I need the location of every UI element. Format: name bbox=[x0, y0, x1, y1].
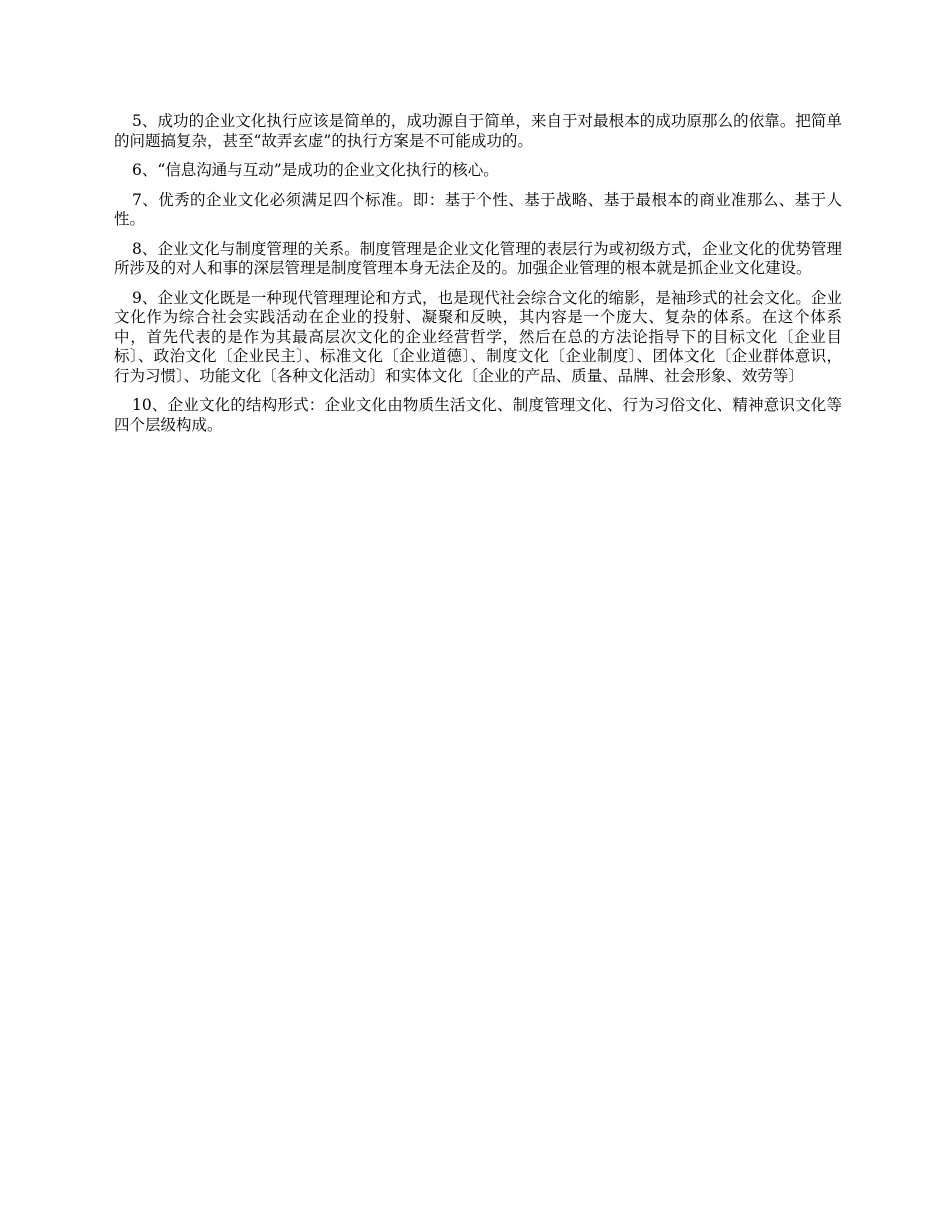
document-body bbox=[114, 112, 842, 445]
paragraph-10: 10、企业文化的结构形式：企业文化由物质生活文化、制度管理文化、行为习俗文化、精神意识文化等四个层级构成。 bbox=[114, 396, 842, 434]
paragraph-6: 6、“信息沟通与互动”是成功的企业文化执行的核心。 bbox=[132, 161, 499, 179]
paragraph-9: 9、企业文化既是一种现代管理理论和方式，也是现代社会综合文化的缩影，是袖珍式的社会文化。企业文化作为综合社会实践活动在企业的投射、凝聚和反映，其内容是一个庞大、复杂的体系。在这个体系中，首先代表的是作为其最高层次文化的企业经营哲学，然后在总的方法论指导下的目标文化〔企业目标〕、政治文化〔企业民主〕、标准文化〔企业道德〕、制度文化〔企业制度〕、团体文化〔企业群体意识，行为习惯〕、功能文化〔各种文化活动〕和实体文化〔企业的产品、质量、品牌、社会形象、效劳等〕 bbox=[114, 288, 842, 385]
paragraph-7: 7、优秀的企业文化必须满足四个标准。即：基于个性、基于战略、基于最根本的商业准那么、基于人性。 bbox=[114, 190, 842, 228]
paragraph-5: 5、成功的企业文化执行应该是简单的，成功源自于简单，来自于对最根本的成功原那么的依靠。把简单的问题搞复杂，甚至“故弄玄虚”的执行方案是不可能成功的。 bbox=[114, 112, 842, 150]
paragraph-8: 8、企业文化与制度管理的关系。制度管理是企业文化管理的表层行为或初级方式，企业文化的优势管理所涉及的对人和事的深层管理是制度管理本身无法企及的。加强企业管理的根本就是抓企业文化建设。 bbox=[114, 239, 842, 277]
